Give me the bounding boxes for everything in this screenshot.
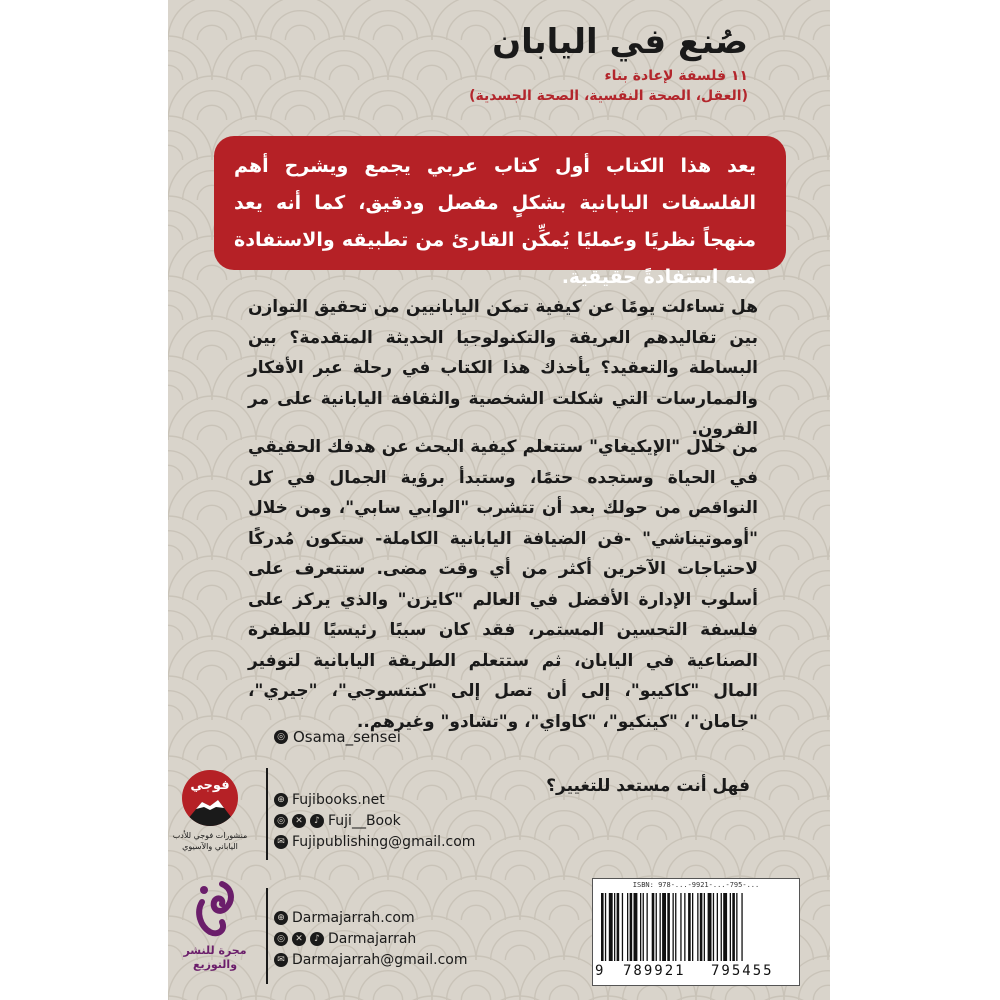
barcode-digits-right: 795455 xyxy=(711,963,774,979)
author-handle-text: Osama_sensei xyxy=(293,728,401,746)
tiktok-icon: ♪ xyxy=(310,814,324,828)
isbn-barcode xyxy=(592,878,800,986)
instagram-icon: ◎ xyxy=(274,932,288,946)
fuji-email-text: Fujipublishing@gmail.com xyxy=(292,834,476,850)
fuji-caption: منشورات فوجي للأدب الياباني والآسيوي xyxy=(172,831,248,851)
isbn-label: ISBN: 978-...-9921-...-795-... xyxy=(632,881,760,889)
fuji-email[interactable] xyxy=(274,834,475,850)
tiktok-icon: ♪ xyxy=(310,932,324,946)
main-paragraph: من خلال "الإيكيغاي" ستتعلم كيفية البحث عن هدفك الحقيقي في الحياة وستجده حتمًا، وستبدأ برؤية الجمال في كل النواقص من حولك بعد أن تتشرب "الوابي سابي"، ومن خلال "أوموتيناشي" -فن الضيافة اليابانية الكاملة- ستكون مُدركًا لاحتياجات الآخرين أكثر من أي وقت مضى. ستتعرف على أسلوب الإدارة الأفضل في العالم "كايزن" والذي يركز على فلسفة التحسين المستمر، فقد كان سببًا رئيسيًا للطفرة الصناعية في اليابان، ثم ستتعلم الطريقة اليابانية لتوفير المال "كاكيبو"، إلى أن تصل إلى "كنتسوجي"، "جيري"، "جامان"، "كينكيو"، "كاواي"، و"تشادو" وغيرهم.. xyxy=(248,437,758,732)
majarrah-social[interactable] xyxy=(274,931,416,947)
majarrah-social-text: Darmajarrah xyxy=(328,931,417,947)
book-back-cover xyxy=(168,0,830,1000)
x-icon: ✕ xyxy=(292,814,306,828)
globe-icon: ⊕ xyxy=(274,911,288,925)
majarrah-email-text: Darmajarrah@gmail.com xyxy=(292,952,468,968)
email-icon: ✉ xyxy=(274,953,288,967)
majarrah-website[interactable] xyxy=(274,910,415,926)
email-icon: ✉ xyxy=(274,835,288,849)
intro-paragraph: هل تساءلت يومًا عن كيفية تمكن اليابانيين من تحقيق التوازن بين تقاليدهم العريقة والتكنولوجيا الحديثة المتقدمة؟ بين البساطة والتعقيد؟ يأخذك هذا الكتاب في رحلة عبر الأفكار والممارسات التي شكلت الشخصية والثقافة اليابانية على مر القرون. xyxy=(248,297,758,439)
instagram-icon: ◎ xyxy=(274,730,288,744)
fuji-logo xyxy=(182,770,238,826)
highlight-box xyxy=(214,136,786,288)
fuji-social-text: Fuji__Book xyxy=(328,813,401,829)
mountain-icon xyxy=(182,796,238,826)
majarrah-email[interactable] xyxy=(274,952,468,968)
highlight-text: يعد هذا الكتاب أول كتاب عربي يجمع ويشرح أهم الفلسفات اليابانية بشكلٍ مفصل ودقيق، كما أنه يعد منهجاً نظريًا وعمليًا يُمكِّن القارئ من تطبيقه والاستفادة منه استفادةً حقيقية. xyxy=(234,155,756,288)
fuji-website[interactable] xyxy=(274,792,385,808)
x-icon: ✕ xyxy=(292,932,306,946)
barcode-bars xyxy=(601,893,791,961)
intro-paragraph-block xyxy=(248,292,758,445)
closing-question: فهل أنت مستعد للتغيير؟ xyxy=(546,776,750,796)
author-handle[interactable] xyxy=(274,728,401,746)
fuji-social[interactable] xyxy=(274,813,401,829)
barcode-digits-left: 789921 xyxy=(623,963,686,979)
majarrah-website-text: Darmajarrah.com xyxy=(292,910,415,926)
fuji-divider xyxy=(266,768,268,860)
fuji-website-text: Fujibooks.net xyxy=(292,792,385,808)
instagram-icon: ◎ xyxy=(274,814,288,828)
majarrah-logo xyxy=(192,880,236,940)
fuji-logo-name: فوجي xyxy=(190,778,230,793)
globe-icon: ⊕ xyxy=(274,793,288,807)
majarrah-divider xyxy=(266,888,268,984)
book-title: صُنع في اليابان xyxy=(492,22,748,62)
book-subtitle-themes: (العقل، الصحة النفسية، الصحة الجسدية) xyxy=(469,88,748,104)
book-subtitle: ١١ فلسفة لإعادة بناء xyxy=(604,68,748,84)
barcode-digit-first: 9 xyxy=(595,963,604,979)
majarrah-caption: مجرة للنشر والتوزيع xyxy=(183,944,247,971)
main-paragraph-block xyxy=(248,432,758,737)
